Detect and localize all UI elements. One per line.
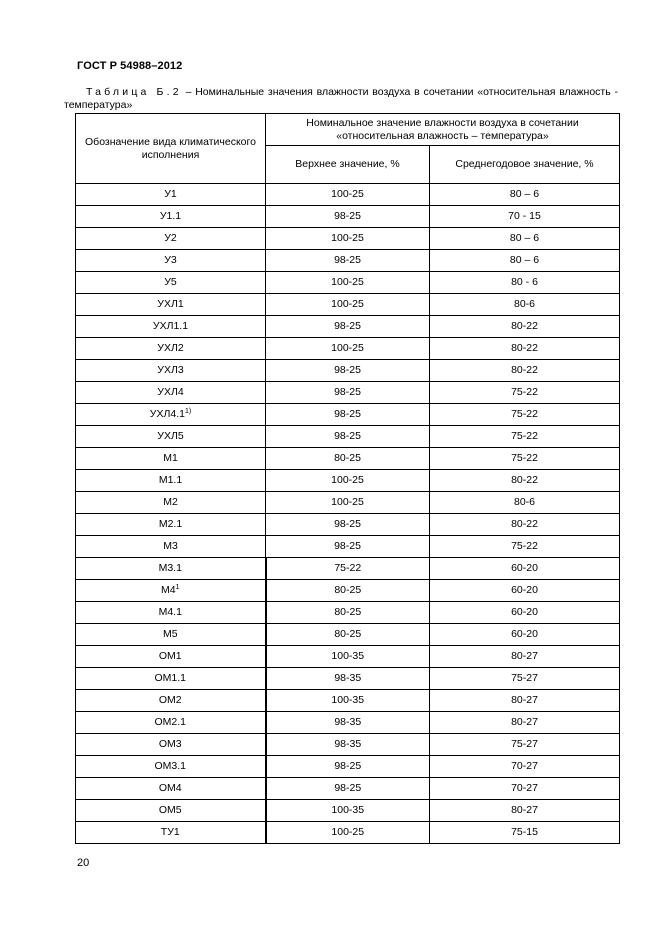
cell-designation [76, 492, 266, 514]
cell-annual-value: 60-20 [430, 580, 620, 602]
table-caption [64, 86, 618, 112]
caption-text: – Номинальные значения влажности воздуха в сочетании «относительная влажность - температура» [64, 86, 618, 111]
cell-designation [76, 514, 266, 536]
page-number: 20 [77, 857, 90, 869]
designation-text: М1.1 [158, 474, 183, 486]
table-row [76, 382, 620, 404]
designation-text: УХЛ4.1 [149, 408, 185, 420]
cell-annual-value: 80-22 [430, 470, 620, 492]
cell-annual-value: 70 - 15 [430, 206, 620, 228]
table-row [76, 360, 620, 382]
cell-annual-value: 75-15 [430, 822, 620, 844]
cell-designation [76, 272, 266, 294]
cell-upper-value: 98-25 [266, 514, 430, 536]
table-row [76, 184, 620, 206]
cell-annual-value: 75-27 [430, 734, 620, 756]
cell-annual-value: 60-20 [430, 624, 620, 646]
cell-upper-value: 100-25 [266, 492, 430, 514]
cell-upper-value: 98-25 [266, 778, 430, 800]
cell-upper-value: 100-25 [266, 822, 430, 844]
cell-upper-value: 98-35 [266, 668, 430, 690]
cell-annual-value: 80 – 6 [430, 250, 620, 272]
cell-designation [76, 822, 266, 844]
designation-text: ОМ4 [158, 782, 182, 794]
designation-text: У1 [164, 188, 177, 200]
cell-annual-value: 80-27 [430, 800, 620, 822]
cell-designation [76, 646, 266, 668]
cell-designation [76, 712, 266, 734]
designation-text: УХЛ3 [157, 364, 184, 376]
cell-designation [76, 184, 266, 206]
cell-upper-value: 75-22 [266, 558, 430, 580]
cell-annual-value: 80-6 [430, 294, 620, 316]
header-annual-value: Среднегодовое значение, % [430, 146, 620, 184]
cell-designation [76, 382, 266, 404]
cell-upper-value: 100-25 [266, 338, 430, 360]
table-row [76, 206, 620, 228]
table-row [76, 426, 620, 448]
table-row [76, 778, 620, 800]
cell-upper-value: 100-35 [266, 646, 430, 668]
designation-text: УХЛ4 [157, 386, 184, 398]
table-body [76, 184, 620, 844]
table-row [76, 294, 620, 316]
cell-annual-value: 80 – 6 [430, 228, 620, 250]
cell-annual-value: 75-22 [430, 426, 620, 448]
cell-designation [76, 602, 266, 624]
cell-annual-value: 75-22 [430, 536, 620, 558]
cell-annual-value: 80-22 [430, 514, 620, 536]
cell-designation [76, 228, 266, 250]
cell-annual-value: 70-27 [430, 756, 620, 778]
cell-designation [76, 756, 266, 778]
cell-upper-value: 80-25 [266, 624, 430, 646]
designation-text: М4.1 [158, 606, 182, 618]
cell-designation [76, 404, 266, 426]
designation-text: У2 [164, 232, 177, 244]
cell-designation [76, 580, 266, 602]
table-row [76, 624, 620, 646]
cell-annual-value: 60-20 [430, 602, 620, 624]
table-row [76, 228, 620, 250]
cell-annual-value: 80-22 [430, 338, 620, 360]
footnote-mark: 1) [184, 408, 192, 415]
designation-text: УХЛ5 [157, 430, 184, 442]
cell-upper-value: 100-25 [266, 294, 430, 316]
table-row [76, 536, 620, 558]
cell-designation [76, 690, 266, 712]
designation-text: М1 [163, 452, 178, 464]
cell-designation [76, 448, 266, 470]
table-row [76, 316, 620, 338]
designation-text: У1.1 [159, 210, 182, 222]
table-row [76, 712, 620, 734]
designation-text: М5 [162, 628, 178, 640]
cell-upper-value: 98-25 [266, 360, 430, 382]
cell-upper-value: 98-25 [266, 404, 430, 426]
cell-upper-value: 98-25 [266, 250, 430, 272]
table-row [76, 448, 620, 470]
humidity-table-container [75, 113, 619, 844]
cell-annual-value: 70-27 [430, 778, 620, 800]
cell-designation [76, 360, 266, 382]
cell-designation [76, 294, 266, 316]
designation-text: М4 [161, 584, 176, 596]
designation-text: ОМ1 [158, 650, 182, 662]
designation-text: ОМ2.1 [154, 716, 186, 728]
cell-designation [76, 558, 266, 580]
cell-designation [76, 250, 266, 272]
table-row [76, 470, 620, 492]
cell-designation [76, 426, 266, 448]
cell-upper-value: 98-25 [266, 206, 430, 228]
table-row [76, 646, 620, 668]
cell-upper-value: 100-25 [266, 228, 430, 250]
cell-annual-value: 80 – 6 [430, 184, 620, 206]
cell-upper-value: 98-35 [266, 712, 430, 734]
designation-text: ОМ5 [158, 804, 182, 816]
designation-text: ОМ2 [158, 694, 182, 706]
designation-text: ТУ1 [160, 826, 180, 838]
designation-text: УХЛ1 [157, 298, 184, 310]
table-row [76, 250, 620, 272]
designation-text: ОМ3.1 [154, 760, 186, 772]
cell-annual-value: 75-22 [430, 404, 620, 426]
designation-text: УХЛ1.1 [152, 320, 189, 332]
designation-text: У3 [164, 254, 177, 266]
cell-annual-value: 80-27 [430, 646, 620, 668]
table-row [76, 580, 620, 602]
humidity-table [75, 113, 620, 844]
header-designation: Обозначение вида климатического исполнения [76, 114, 266, 184]
cell-upper-value: 80-25 [266, 448, 430, 470]
table-row [76, 800, 620, 822]
cell-upper-value: 100-35 [266, 800, 430, 822]
designation-text: ОМ1.1 [154, 672, 186, 684]
table-row [76, 602, 620, 624]
cell-upper-value: 80-25 [266, 580, 430, 602]
cell-designation [76, 316, 266, 338]
designation-text: М3 [163, 540, 178, 552]
table-row [76, 756, 620, 778]
table-row [76, 668, 620, 690]
cell-designation [76, 470, 266, 492]
table-row [76, 492, 620, 514]
designation-text: У5 [164, 276, 177, 288]
header-upper-value: Верхнее значение, % [266, 146, 430, 184]
table-row [76, 514, 620, 536]
cell-upper-value: 100-25 [266, 470, 430, 492]
cell-designation [76, 338, 266, 360]
designation-text: М3.1 [158, 562, 182, 574]
designation-text: УХЛ2 [157, 342, 184, 354]
table-row [76, 822, 620, 844]
cell-upper-value: 100-25 [266, 184, 430, 206]
cell-upper-value: 98-25 [266, 536, 430, 558]
footnote-mark: 1 [175, 584, 180, 591]
designation-text: М2.1 [158, 518, 183, 530]
cell-upper-value: 80-25 [266, 602, 430, 624]
cell-upper-value: 98-25 [266, 756, 430, 778]
cell-annual-value: 60-20 [430, 558, 620, 580]
cell-designation [76, 206, 266, 228]
cell-upper-value: 98-25 [266, 382, 430, 404]
cell-upper-value: 98-35 [266, 734, 430, 756]
cell-designation [76, 668, 266, 690]
designation-text: М2 [163, 496, 178, 508]
table-row [76, 734, 620, 756]
caption-table-number: Таблица Б.2 [86, 86, 182, 98]
table-row [76, 690, 620, 712]
cell-annual-value: 80-22 [430, 360, 620, 382]
cell-annual-value: 80-22 [430, 316, 620, 338]
cell-annual-value: 80-27 [430, 690, 620, 712]
cell-designation [76, 800, 266, 822]
cell-designation [76, 778, 266, 800]
header-humidity-group: Номинальное значение влажности воздуха в сочетании «относительная влажность – температура» [266, 114, 620, 146]
table-row [76, 558, 620, 580]
table-row [76, 404, 620, 426]
table-row [76, 272, 620, 294]
table-row [76, 338, 620, 360]
cell-upper-value: 100-35 [266, 690, 430, 712]
cell-annual-value: 75-22 [430, 448, 620, 470]
designation-text: ОМ3 [158, 738, 182, 750]
cell-designation [76, 734, 266, 756]
cell-annual-value: 75-22 [430, 382, 620, 404]
cell-upper-value: 100-25 [266, 272, 430, 294]
standard-designation: ГОСТ Р 54988–2012 [77, 60, 183, 72]
cell-annual-value: 80-6 [430, 492, 620, 514]
cell-upper-value: 98-25 [266, 426, 430, 448]
cell-designation [76, 624, 266, 646]
cell-annual-value: 80-27 [430, 712, 620, 734]
cell-annual-value: 75-27 [430, 668, 620, 690]
cell-annual-value: 80 - 6 [430, 272, 620, 294]
cell-upper-value: 98-25 [266, 316, 430, 338]
cell-designation [76, 536, 266, 558]
